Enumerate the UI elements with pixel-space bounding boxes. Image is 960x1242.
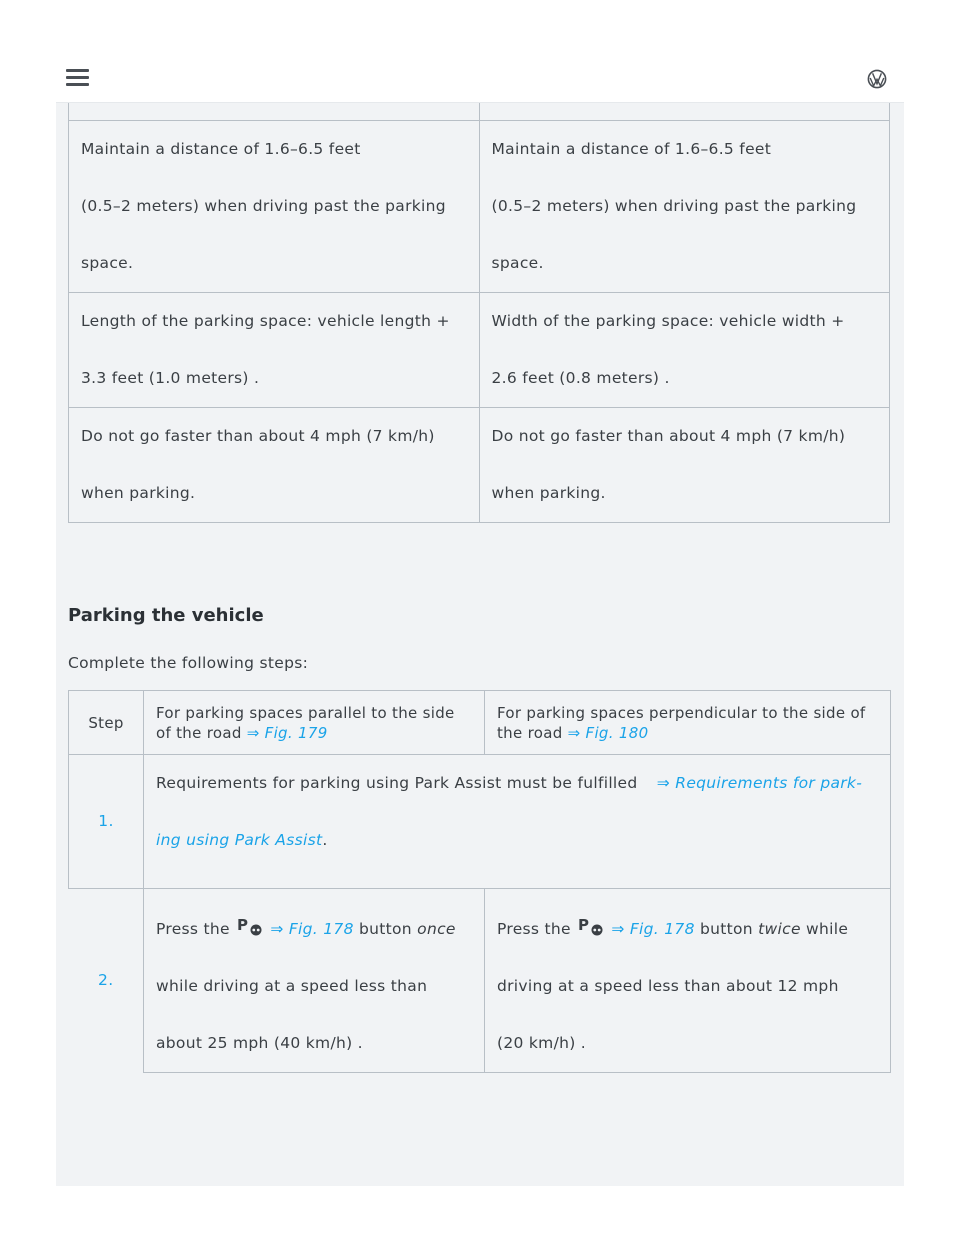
table-cell: Do not go faster than about 4 mph (7 km/h) when parking. [69, 408, 480, 523]
table-cell: Length of the parking space: vehicle length + 3.3 feet (1.0 meters) . [69, 293, 480, 408]
table-row [69, 889, 891, 1073]
requirements-link[interactable]: ⇒ Requirements for park- [656, 774, 863, 792]
park-assist-icon [578, 916, 604, 938]
column-header-perpendicular: For parking spaces perpendicular to the side of the road ⇒ Fig. 180 [485, 691, 891, 755]
fig-178-link[interactable]: ⇒ Fig. 178 [270, 920, 354, 938]
column-header-step: Step [69, 691, 144, 755]
table-row [69, 121, 890, 293]
fig-179-link[interactable]: ⇒ Fig. 179 [246, 724, 328, 742]
fig-178-link[interactable]: ⇒ Fig. 178 [611, 920, 695, 938]
table-cell: Do not go faster than about 4 mph (7 km/h) when parking. [479, 408, 890, 523]
column-header-parallel: For parking spaces parallel to the side of the road ⇒ Fig. 179 [144, 691, 485, 755]
step-1-cell: Requirements for parking using Park Assist must be fulfilled ⇒ Requirements for park- ing using Park Assist. [144, 755, 891, 889]
fig-180-link[interactable]: ⇒ Fig. 180 [567, 724, 649, 742]
hamburger-menu-icon[interactable] [66, 69, 89, 86]
step-number: 1. [69, 755, 144, 889]
step-number: 2. [69, 889, 144, 1073]
table-row [69, 755, 891, 889]
step-2-perpendicular-cell: Press the P ⇒ Fig. 178 button twice while driving at a speed less than about 12 mph (20 km/h) . [485, 889, 891, 1073]
park-assist-icon [237, 916, 263, 938]
svg-text:P: P [237, 916, 249, 934]
section-intro: Complete the following steps: [68, 654, 309, 672]
table-header-row [69, 691, 891, 755]
table-row [69, 408, 890, 523]
table-row [69, 293, 890, 408]
svg-text:P: P [578, 916, 590, 934]
table-cell: Maintain a distance of 1.6–6.5 feet (0.5–2 meters) when driving past the parking space. [69, 121, 480, 293]
step-2-parallel-cell: Press the P ⇒ Fig. 178 button once while driving at a speed less than about 25 mph (40 km/h) . [144, 889, 485, 1073]
table-cell: Width of the parking space: vehicle width + 2.6 feet (0.8 meters) . [479, 293, 890, 408]
requirements-link[interactable]: ing using Park Assist [156, 831, 323, 849]
section-heading: Parking the vehicle [68, 605, 264, 626]
top-bar [56, 0, 904, 103]
table-cell: Maintain a distance of 1.6–6.5 feet (0.5–2 meters) when driving past the parking space. [479, 121, 890, 293]
requirements-table [68, 84, 890, 523]
vw-logo-icon[interactable] [867, 69, 887, 89]
steps-table [68, 690, 891, 1073]
